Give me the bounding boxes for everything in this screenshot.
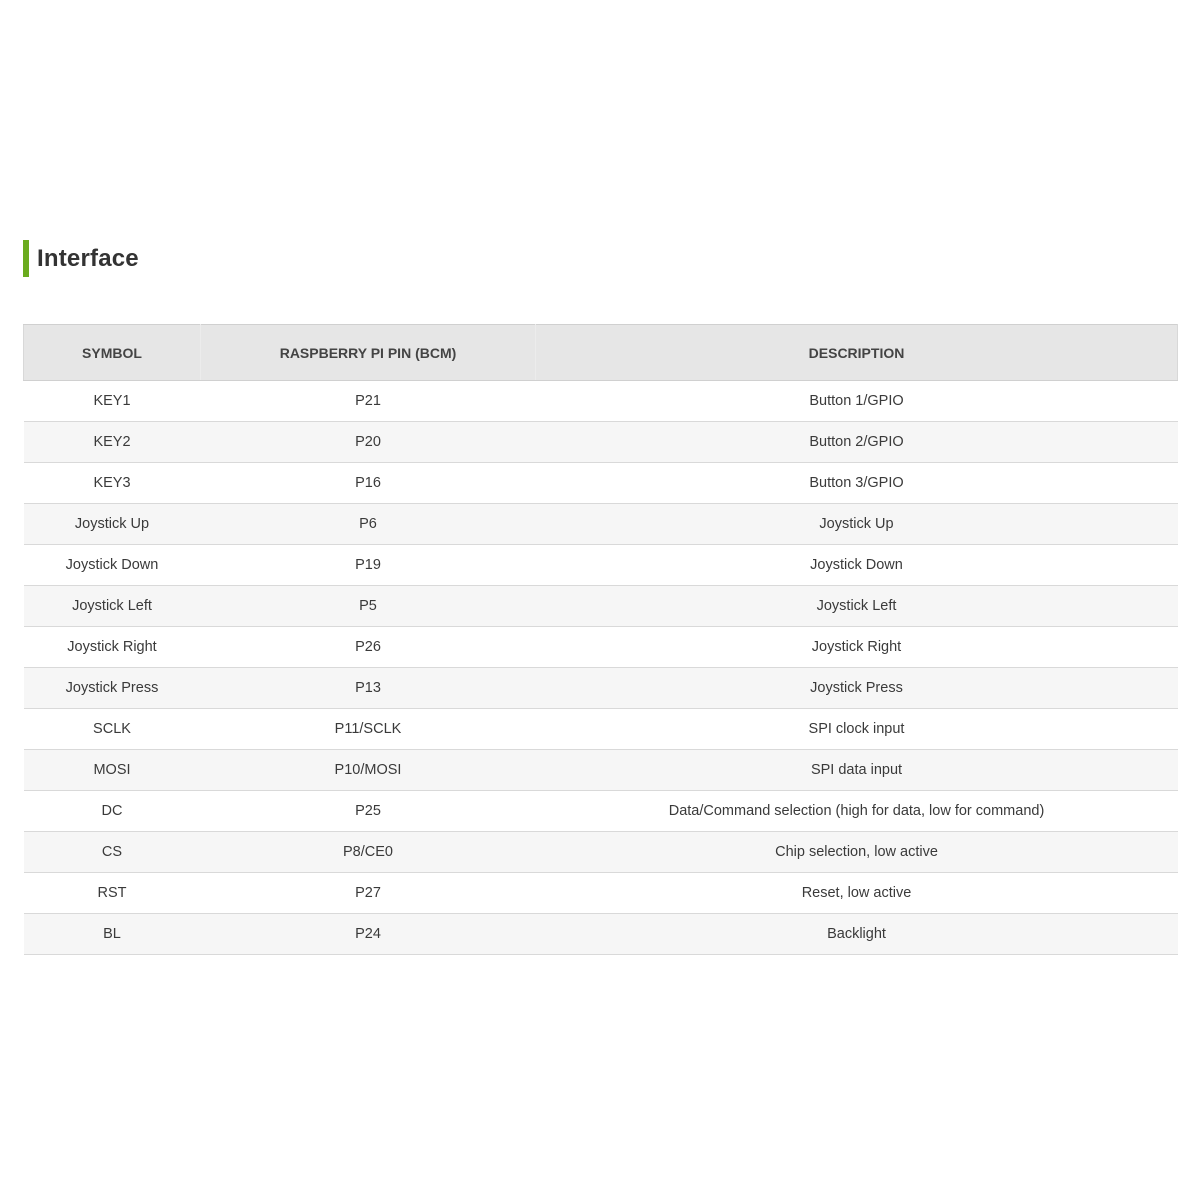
- cell-pin: P6: [201, 504, 536, 545]
- column-header-description: DESCRIPTION: [536, 325, 1178, 381]
- cell-symbol: Joystick Down: [24, 545, 201, 586]
- table-header: [24, 325, 1178, 381]
- table-body: [24, 381, 1178, 955]
- cell-pin: P8/CE0: [201, 832, 536, 873]
- cell-pin: P5: [201, 586, 536, 627]
- cell-symbol: KEY1: [24, 381, 201, 422]
- cell-description: Button 2/GPIO: [536, 422, 1178, 463]
- section-title: Interface: [37, 244, 139, 272]
- cell-pin: P10/MOSI: [201, 750, 536, 791]
- cell-pin: P27: [201, 873, 536, 914]
- table-row: [24, 668, 1178, 709]
- cell-symbol: RST: [24, 873, 201, 914]
- cell-description: Joystick Left: [536, 586, 1178, 627]
- interface-table: [23, 324, 1178, 955]
- column-header-symbol: SYMBOL: [24, 325, 201, 381]
- cell-symbol: Joystick Right: [24, 627, 201, 668]
- column-header-pin: RASPBERRY PI PIN (BCM): [201, 325, 536, 381]
- cell-symbol: BL: [24, 914, 201, 955]
- cell-pin: P16: [201, 463, 536, 504]
- cell-symbol: KEY3: [24, 463, 201, 504]
- cell-pin: P24: [201, 914, 536, 955]
- cell-description: Joystick Press: [536, 668, 1178, 709]
- table-row: [24, 627, 1178, 668]
- cell-pin: P20: [201, 422, 536, 463]
- cell-symbol: SCLK: [24, 709, 201, 750]
- interface-table-container: [23, 324, 1177, 955]
- cell-pin: P26: [201, 627, 536, 668]
- cell-pin: P11/SCLK: [201, 709, 536, 750]
- cell-symbol: Joystick Left: [24, 586, 201, 627]
- table-row: [24, 873, 1178, 914]
- cell-description: Joystick Right: [536, 627, 1178, 668]
- cell-description: Chip selection, low active: [536, 832, 1178, 873]
- cell-description: Joystick Up: [536, 504, 1178, 545]
- table-row: [24, 750, 1178, 791]
- section-heading: [23, 240, 139, 277]
- cell-symbol: Joystick Press: [24, 668, 201, 709]
- cell-description: Reset, low active: [536, 873, 1178, 914]
- cell-pin: P19: [201, 545, 536, 586]
- header-row: [24, 325, 1178, 381]
- table-row: [24, 463, 1178, 504]
- cell-pin: P13: [201, 668, 536, 709]
- cell-pin: P25: [201, 791, 536, 832]
- cell-description: SPI data input: [536, 750, 1178, 791]
- table-row: [24, 586, 1178, 627]
- table-row: [24, 791, 1178, 832]
- cell-description: Data/Command selection (high for data, low for command): [536, 791, 1178, 832]
- cell-description: SPI clock input: [536, 709, 1178, 750]
- table-row: [24, 504, 1178, 545]
- cell-symbol: MOSI: [24, 750, 201, 791]
- table-row: [24, 709, 1178, 750]
- cell-symbol: KEY2: [24, 422, 201, 463]
- cell-pin: P21: [201, 381, 536, 422]
- heading-accent-bar: [23, 240, 29, 277]
- cell-symbol: DC: [24, 791, 201, 832]
- cell-description: Backlight: [536, 914, 1178, 955]
- cell-description: Joystick Down: [536, 545, 1178, 586]
- cell-symbol: Joystick Up: [24, 504, 201, 545]
- cell-symbol: CS: [24, 832, 201, 873]
- table-row: [24, 545, 1178, 586]
- cell-description: Button 1/GPIO: [536, 381, 1178, 422]
- table-row: [24, 422, 1178, 463]
- table-row: [24, 832, 1178, 873]
- table-row: [24, 381, 1178, 422]
- cell-description: Button 3/GPIO: [536, 463, 1178, 504]
- table-row: [24, 914, 1178, 955]
